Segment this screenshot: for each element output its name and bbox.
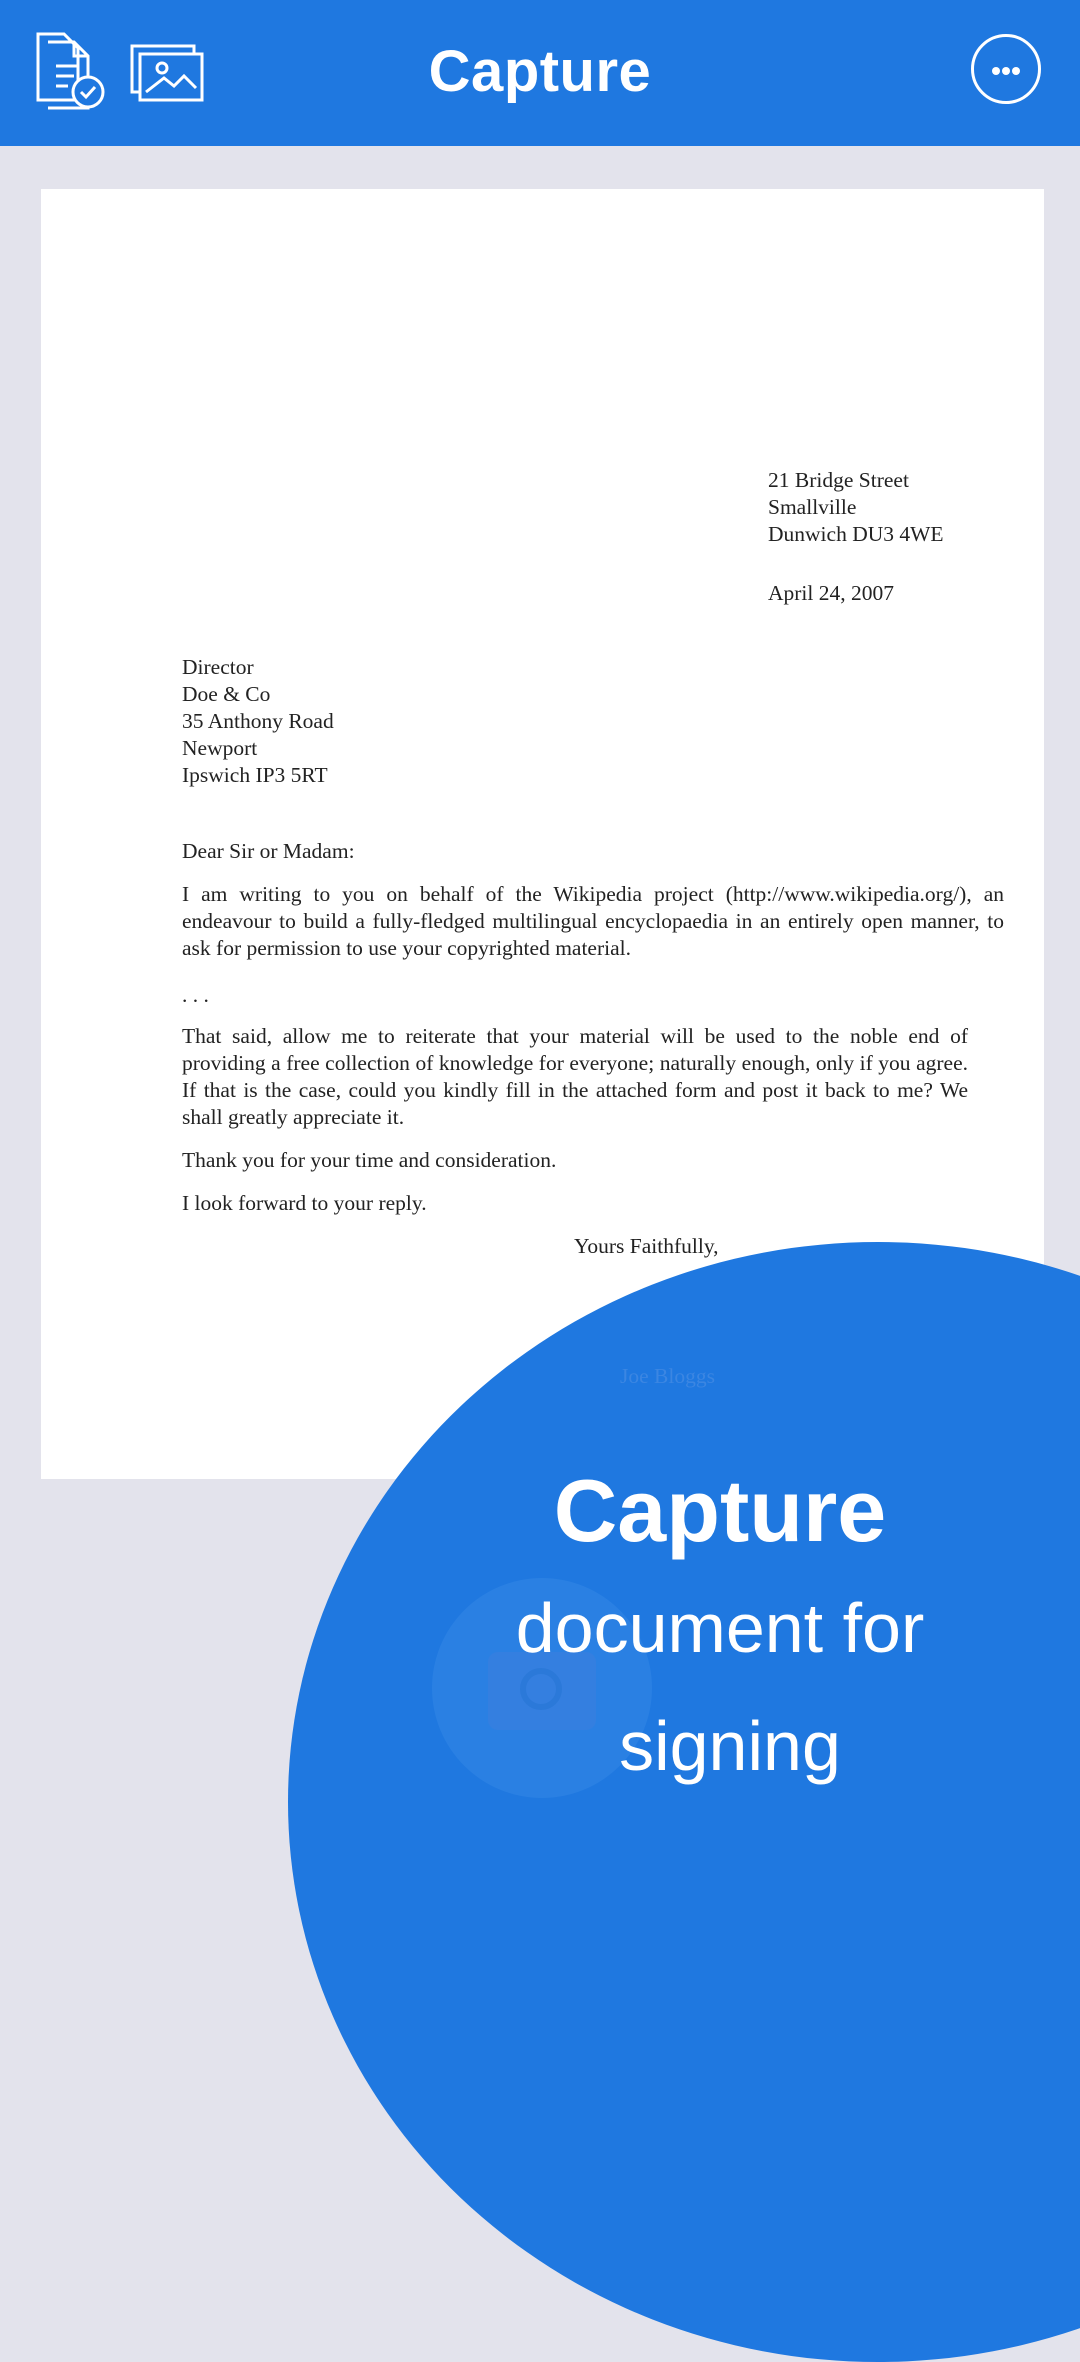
top-app-bar — [0, 0, 1080, 146]
salutation: Dear Sir or Madam: — [182, 839, 355, 863]
letter-date: April 24, 2007 — [768, 581, 895, 605]
recipient-line: 35 Anthony Road — [182, 709, 334, 733]
promo-subtitle-line: document for — [515, 1589, 925, 1667]
recipient-line: Ipswich IP3 5RT — [182, 763, 328, 787]
letter-paragraph: That said, allow me to reiterate that your material will be used to the noble end of providing a free collection of knowledge for everyone; naturally enough, only if you agree. If that is the case, could you kindly fill in the attached form and post it back to me? We shall greatly appreciate it. — [182, 1024, 968, 1129]
sender-address-line: Dunwich DU3 4WE — [768, 522, 944, 546]
promo-subtitle-line: signing — [619, 1707, 841, 1785]
recipient-line: Director — [182, 655, 254, 679]
recipient-line: Newport — [182, 736, 258, 760]
letter-paragraph: I look forward to your reply. — [182, 1191, 427, 1215]
sender-address-line: Smallville — [768, 495, 857, 519]
ellipsis: . . . — [182, 983, 209, 1007]
signature-name: Joe Bloggs — [620, 1364, 715, 1388]
promo-title: Capture — [553, 1461, 887, 1560]
letter-paragraph: Thank you for your time and consideration. — [182, 1148, 557, 1172]
page-title: Capture — [428, 39, 652, 104]
recipient-line: Doe & Co — [182, 682, 271, 706]
sender-address-line: 21 Bridge Street — [768, 468, 909, 492]
closing: Yours Faithfully, — [574, 1234, 719, 1258]
letter-paragraph: I am writing to you on behalf of the Wikipedia project (http://www.wikipedia.org/), an endeavour to build a fully-fledged multilingual encyclopaedia in an entirely open manner, to ask for permission to use your copyrighted material. — [182, 882, 1004, 960]
more-icon[interactable] — [971, 34, 1041, 104]
